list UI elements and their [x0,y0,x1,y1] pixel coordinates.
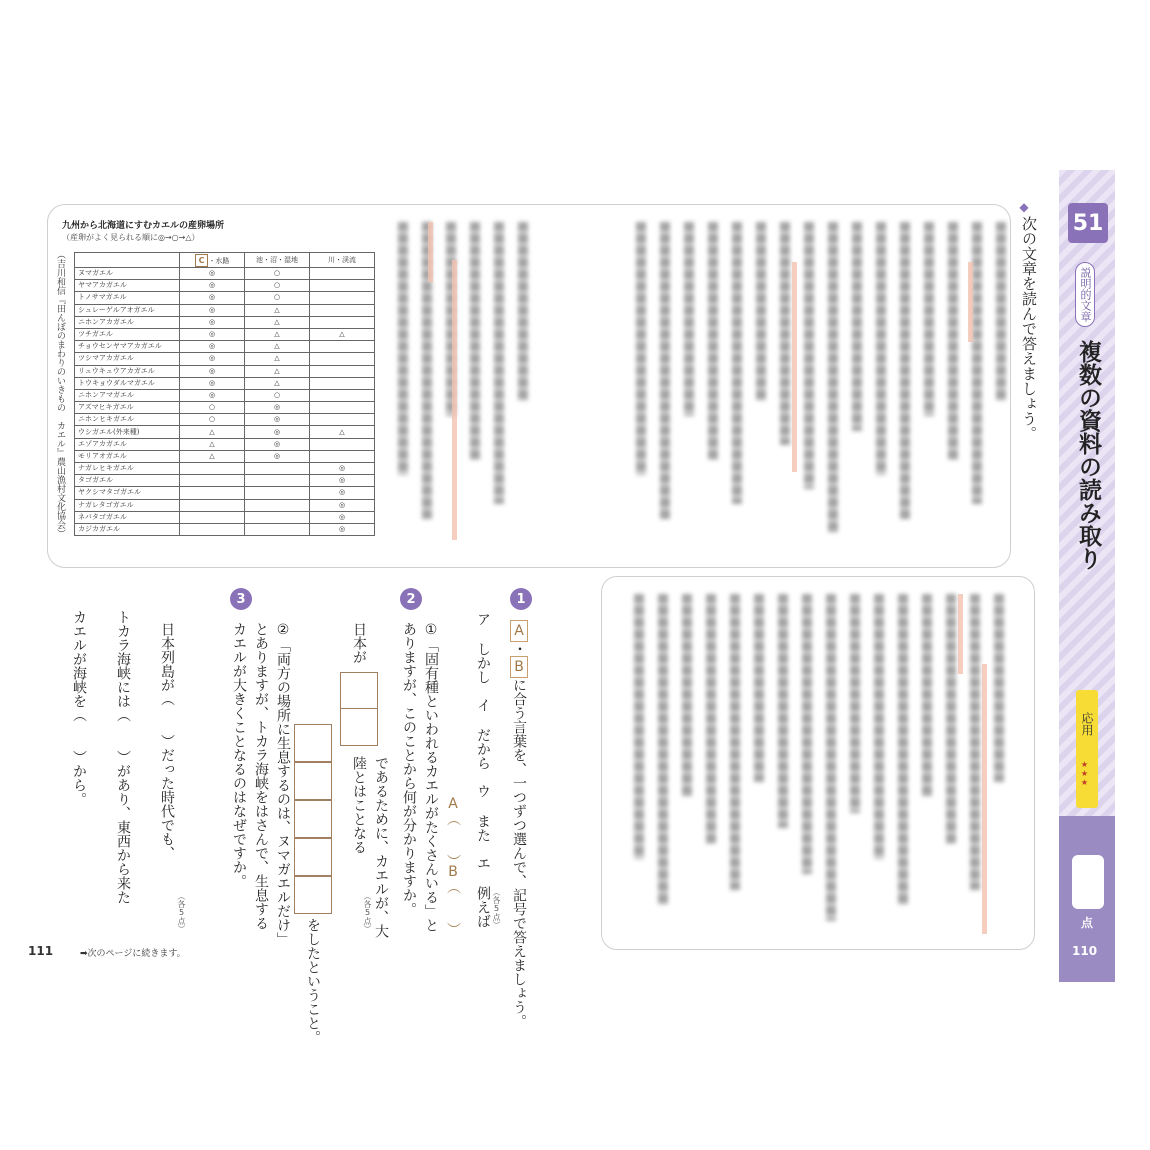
question-1-points: （各5点） [492,888,501,929]
diamond-icon: ◆ [1017,200,1031,214]
frog-name-cell: エゾアカガエル [75,438,180,450]
table-row [75,426,375,438]
question-3-text4[interactable]: カエルが海峡を（ ）から。 [71,610,87,806]
question-3-points: （各5点） [177,892,186,933]
table-header-row [75,253,375,268]
answer-a-field[interactable]: A（ ） [445,796,461,868]
table-row [75,414,375,426]
category-label: 説明的文章 [1075,262,1095,327]
highlight-mark [982,664,987,934]
question-3-text3[interactable]: トカラ海峡には（ ）があり、東西から来た [115,610,131,904]
question-2-text: ①「固有種といわれるカエルがたくさんいる」とありますが、このことから何が分かりますか。 [401,622,439,932]
mark-cell: ◎ [180,328,245,340]
mark-cell [310,438,375,450]
score-input-box[interactable] [1072,855,1104,909]
blurred-text-column [994,594,1004,782]
question-2-points: （各5点） [363,892,372,933]
highlight-mark [452,260,457,540]
blurred-text-column [754,594,764,782]
mark-cell: ◎ [180,304,245,316]
table-row [75,511,375,523]
mark-cell [245,463,310,475]
frog-name-cell: タゴガエル [75,475,180,487]
frog-name-cell: モリアオガエル [75,450,180,462]
label-sep: ・ [511,642,527,656]
frog-name-cell: ニホンヒキガエル [75,414,180,426]
answer-2b-box-5[interactable] [294,876,332,914]
mark-cell [310,365,375,377]
table-row [75,377,375,389]
frog-name-cell: ヌマガエル [75,268,180,280]
continue-note: ➡次のページに続きます。 [80,949,186,959]
mark-cell: △ [310,328,375,340]
table-title: 九州から北海道にすむカエルの産卵場所 [62,221,225,231]
mark-cell [180,487,245,499]
blurred-text-column [778,594,788,828]
frog-name-cell: ニホンアマガエル [75,389,180,401]
table-row [75,268,375,280]
blurred-text-column [922,594,932,797]
mark-cell [180,523,245,535]
mark-cell: ◎ [180,377,245,389]
mark-cell [310,268,375,280]
question-1-options: ア しかし イ だから ウ また エ 例えば [475,612,491,928]
lesson-number-badge: 51 [1068,203,1108,243]
mark-cell: △ [245,328,310,340]
blurred-text-column [730,594,740,890]
mark-cell: △ [245,341,310,353]
highlight-mark [968,262,973,342]
table-row [75,328,375,340]
question-2-number: 2 [400,588,422,610]
table-row [75,487,375,499]
frog-name-cell: カジカガエル [75,523,180,535]
frog-name-cell: ツチガエル [75,328,180,340]
question-1-number: 1 [510,588,532,610]
mark-cell: △ [245,377,310,389]
question-3-number: 3 [230,588,252,610]
mark-cell: △ [245,316,310,328]
table-row [75,402,375,414]
mark-cell [310,389,375,401]
mark-cell: ◎ [310,511,375,523]
mark-cell [245,475,310,487]
blurred-text-column [682,594,692,797]
frog-name-cell: ヤクシマタゴガエル [75,487,180,499]
blurred-text-column [874,594,884,859]
label-b-box: B [510,656,528,678]
blurred-text-column [970,594,980,890]
mark-cell [310,280,375,292]
frog-name-cell: ツシマアカガエル [75,353,180,365]
mark-cell [310,292,375,304]
level-stars: ★★★ [1080,760,1089,787]
mark-cell: ◎ [245,414,310,426]
table-row [75,438,375,450]
highlight-mark [428,222,433,282]
mark-cell: ○ [245,280,310,292]
blurred-text-column [684,222,694,416]
header-river: 川・渓流 [310,253,375,268]
header-c [180,253,245,268]
mark-cell: ◎ [245,450,310,462]
mark-cell [310,341,375,353]
mark-cell [245,499,310,511]
lesson-title: 複数の資料の読み取り [1075,340,1101,570]
mark-cell: ◎ [245,402,310,414]
blurred-text-column [660,222,670,519]
mark-cell: △ [180,438,245,450]
table-row [75,292,375,304]
table-row [75,304,375,316]
header-c-suffix: ・水路 [208,256,230,265]
frog-name-cell: ニホンアカガエル [75,316,180,328]
blurred-text-column [518,222,528,401]
instruction: 次の文章を読んで答えましょう。 [1020,216,1038,441]
mark-cell [180,463,245,475]
mark-cell: ◎ [180,280,245,292]
frog-name-cell: シュレーゲルアオガエル [75,304,180,316]
mark-cell: ◎ [180,292,245,304]
mark-cell [310,377,375,389]
mark-cell: ◎ [310,523,375,535]
mark-cell [310,304,375,316]
table-source: （吉川和信『田んぼのまわりのいきもの カエル』農山漁村文化協会） [55,250,65,538]
page-number-right: 110 [1072,944,1098,958]
frog-name-cell: チョウセンヤマアカガエル [75,341,180,353]
answer-2b-box-1[interactable] [294,724,332,762]
blurred-text-column [398,222,408,475]
mark-cell: ◎ [310,487,375,499]
blurred-text-column [852,222,862,431]
table-row [75,341,375,353]
mark-cell: ◎ [180,341,245,353]
table-note: （産卵がよく見られる順に◎→○→△） [62,233,200,242]
question-1-text: に合う言葉を、一つずつ選んで、記号で答えましょう。 [511,678,527,1028]
blurred-text-column [780,222,790,445]
mark-cell: ◎ [180,389,245,401]
frog-name-cell: ネバタゴガエル [75,511,180,523]
frog-name-cell: トウキョウダルマガエル [75,377,180,389]
mark-cell: ◎ [310,463,375,475]
header-empty [75,253,180,268]
mark-cell: ◎ [180,316,245,328]
mark-cell: △ [180,450,245,462]
table-row [75,353,375,365]
question-2-text2: 日本が [351,622,367,664]
frog-name-cell: ヤマアカガエル [75,280,180,292]
mark-cell: △ [310,426,375,438]
blurred-text-column [876,222,886,475]
blurred-text-column [828,222,838,533]
mark-cell [180,475,245,487]
mark-cell: ◎ [180,365,245,377]
question-3-text2[interactable]: 日本列島が（ ）だった時代でも、 [159,622,175,860]
mark-cell: ○ [180,402,245,414]
score-label: 点 [1081,916,1094,930]
c-box: C [195,254,209,267]
table-row [75,389,375,401]
frog-name-cell: アズマヒキガエル [75,402,180,414]
blurred-text-column [924,222,934,416]
blurred-text-column [898,594,908,905]
blurred-text-column [900,222,910,519]
mark-cell: ○ [245,389,310,401]
blurred-text-column [636,222,646,475]
mark-cell [245,511,310,523]
mark-cell [180,499,245,511]
mark-cell: ◎ [310,475,375,487]
blurred-text-column [802,594,812,874]
question-2-text3: であるために、カエルが、大陸とはことなる [351,756,389,938]
mark-cell: ◎ [180,268,245,280]
mark-cell: ◎ [180,353,245,365]
mark-cell [245,487,310,499]
blurred-text-column [634,594,644,859]
answer-2b-box-2[interactable] [294,762,332,800]
blurred-text-column [756,222,766,401]
blurred-text-column [946,594,956,844]
mark-cell [180,511,245,523]
blurred-text-column [708,222,718,460]
mark-cell [310,450,375,462]
frog-table [74,252,375,536]
blurred-text-column [494,222,504,504]
table-row [75,450,375,462]
mark-cell [310,316,375,328]
mark-cell: △ [245,353,310,365]
frog-name-cell: ウシガエル(外来種) [75,426,180,438]
blurred-text-column [470,222,480,460]
mark-cell: ◎ [245,438,310,450]
mark-cell [245,523,310,535]
table-row [75,463,375,475]
blurred-text-column [706,594,716,844]
table-row [75,523,375,535]
blurred-text-column [658,594,668,905]
question-1-label-a [508,620,530,1028]
label-a-box: A [510,620,528,642]
highlight-mark [958,594,963,674]
question-3-text: ②「両方の場所に生息するのは、ヌマガエルだけ」とありますが、トカラ海峡をはさんで、生息するカエルが大きくことなるのはなぜですか。 [231,622,291,939]
mark-cell: △ [180,426,245,438]
mark-cell: △ [245,304,310,316]
frog-name-cell: リュウキュウアカガエル [75,365,180,377]
blurred-text-column [972,222,982,504]
question-2-text4: をしたということ。 [305,918,321,1044]
page-number-left: 111 [28,944,54,958]
answer-b-field[interactable]: B（ ） [445,864,461,936]
mark-cell [310,353,375,365]
blurred-text-column [826,594,836,921]
table-row [75,499,375,511]
blurred-text-column [732,222,742,504]
blurred-text-column [996,222,1006,401]
frog-name-cell: ナガレタゴガエル [75,499,180,511]
table-row [75,365,375,377]
table-row [75,475,375,487]
answer-2b-box-3[interactable] [294,800,332,838]
table-row [75,280,375,292]
blurred-text-column [850,594,860,813]
frog-name-cell: ナガレヒキガエル [75,463,180,475]
mark-cell [310,402,375,414]
mark-cell: ○ [245,268,310,280]
blurred-text-column [804,222,814,489]
answer-2b-box-4[interactable] [294,838,332,876]
mark-cell [310,414,375,426]
level-label: 応用 [1080,712,1094,736]
blurred-text-column [948,222,958,460]
mark-cell: ◎ [245,426,310,438]
level-badge [1076,690,1098,808]
highlight-mark [792,262,797,472]
mark-cell: ○ [180,414,245,426]
mark-cell: ◎ [310,499,375,511]
mark-cell: △ [245,365,310,377]
mark-cell: ○ [245,292,310,304]
header-pond: 池・沼・湿地 [245,253,310,268]
answer-2a-box-1[interactable] [340,672,378,710]
answer-2a-box-2[interactable] [340,708,378,746]
frog-name-cell: トノサマガエル [75,292,180,304]
table-row [75,316,375,328]
